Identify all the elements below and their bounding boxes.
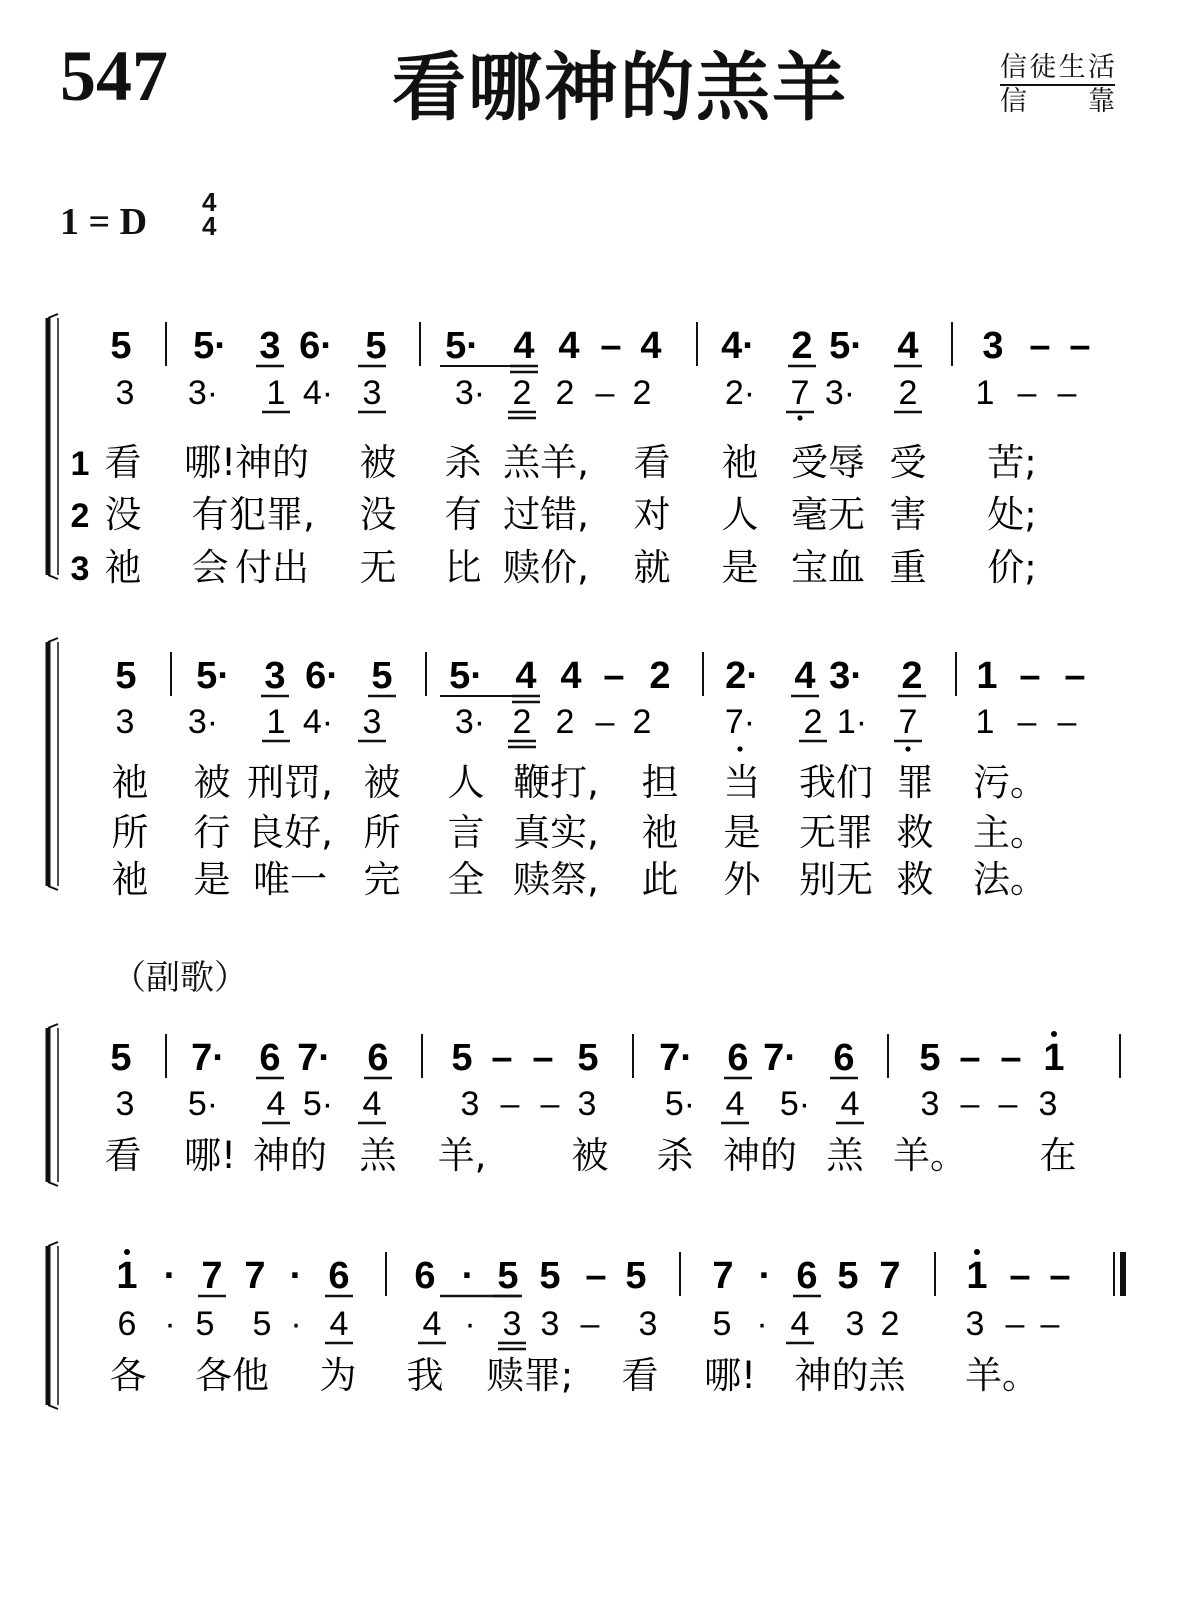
lyric-syllable: 对 (633, 493, 671, 536)
lyric-syllable: 羊, (437, 1134, 487, 1177)
category-secondary: 信靠 (1000, 86, 1115, 117)
melody-note: 6 (328, 1255, 350, 1297)
verse-number: 3 (70, 550, 90, 588)
lyric-syllable: 重 (889, 546, 927, 589)
melody-note: 4 (515, 655, 537, 697)
system-bracket-cap (48, 886, 58, 890)
lyric-syllable: 羔羊, (503, 441, 589, 484)
harmony-note: 2 (632, 703, 652, 741)
system-bracket-cap (48, 1405, 58, 1409)
lyric-syllable: 良好, (247, 811, 333, 854)
melody-note: 5· (196, 655, 230, 697)
harmony-note: 2 (555, 703, 575, 741)
melody-note: 5 (539, 1255, 561, 1297)
melody-note: 5 (497, 1255, 519, 1297)
melody-note: 5 (110, 325, 132, 367)
lyric-syllable: 犯罪, (229, 493, 315, 536)
melody-note: 5· (445, 325, 479, 367)
lyric-syllable: 言 (447, 811, 485, 854)
melody-note: 5 (371, 655, 393, 697)
melody-note: 5 (110, 1037, 132, 1079)
harmony-note: 3 (577, 1085, 597, 1123)
harmony-note: – (1017, 374, 1037, 412)
harmony-note: 4 (422, 1305, 442, 1343)
harmony-note: – (500, 1085, 520, 1123)
harmony-note: 4 (266, 1085, 286, 1123)
melody-note: 4 (560, 655, 582, 697)
harmony-note: 4 (362, 1085, 382, 1123)
lyric-syllable: 行 (193, 811, 231, 854)
system-bracket-cap (48, 575, 58, 579)
system-bracket-cap (48, 1182, 58, 1186)
lyric-syllable: 祂 (111, 858, 149, 901)
verse-number: 2 (70, 497, 90, 535)
lyric-syllable: 有 (444, 493, 482, 536)
lyric-syllable: 有 (191, 493, 229, 536)
lyric-syllable: 为 (319, 1354, 357, 1397)
harmony-note: 3 (362, 374, 382, 412)
harmony-note: 3 (540, 1305, 560, 1343)
melody-note: 7· (191, 1037, 225, 1079)
harmony-note: 3 (502, 1305, 522, 1343)
melody-note: – (600, 325, 622, 367)
lyric-syllable: 就 (633, 546, 671, 589)
lyric-syllable: 被 (571, 1134, 609, 1177)
lyric-syllable: 哪! (184, 1134, 236, 1177)
harmony-note: 7· (724, 703, 756, 741)
high-octave-dot (974, 1249, 980, 1255)
melody-note: 6· (305, 655, 339, 697)
lyric-syllable: 祂 (104, 546, 142, 589)
melody-note: – (1009, 1255, 1031, 1297)
melody-note: 5· (829, 325, 863, 367)
melody-note: 4 (794, 655, 816, 697)
harmony-note: 3· (187, 703, 219, 741)
melody-note: 6 (833, 1037, 855, 1079)
lyric-syllable: 真实, (513, 811, 599, 854)
low-octave-dot (797, 415, 802, 420)
melody-note: 3 (264, 655, 286, 697)
melody-note: – (959, 1037, 981, 1079)
melody-note: 5· (193, 325, 227, 367)
melody-note: – (603, 655, 625, 697)
harmony-note: 3 (115, 374, 135, 412)
lyric-syllable: 受辱 (791, 441, 865, 484)
harmony-note: 2 (803, 703, 823, 741)
harmony-note: 3 (115, 703, 135, 741)
melody-note: 5 (115, 655, 137, 697)
lyric-syllable: 全 (447, 858, 485, 901)
key-signature: 1 = D (60, 201, 148, 243)
harmony-note: · (290, 1305, 302, 1343)
melody-note: 1 (976, 655, 998, 697)
lyric-syllable: 处; (987, 493, 1037, 536)
melody-note: 2· (725, 655, 759, 697)
lyric-syllable: 各 (109, 1354, 147, 1397)
melody-note: – (1064, 655, 1086, 697)
harmony-note: 3 (965, 1305, 985, 1343)
low-octave-dot (905, 746, 910, 751)
system-bracket-cap (48, 638, 58, 642)
lyric-syllable: 所 (363, 811, 401, 854)
harmony-note: 2 (632, 374, 652, 412)
harmony-note: – (1005, 1305, 1025, 1343)
harmony-note: 5· (187, 1085, 219, 1123)
melody-note: 4 (558, 325, 580, 367)
harmony-note: 1 (975, 703, 995, 741)
melody-note: 5 (577, 1037, 599, 1079)
harmony-note: – (1057, 374, 1077, 412)
melody-note: 7· (297, 1037, 331, 1079)
lyric-syllable: 宝血 (791, 546, 865, 589)
lyric-syllable: 神的 (253, 1134, 327, 1177)
harmony-note: 1 (975, 374, 995, 412)
harmony-note: – (960, 1085, 980, 1123)
lyric-syllable: 杀 (444, 441, 482, 484)
melody-note: 3 (259, 325, 281, 367)
lyric-syllable: 看 (633, 441, 671, 484)
harmony-note: 3 (1038, 1085, 1058, 1123)
lyric-syllable: 受 (889, 441, 927, 484)
harmony-note: 3· (454, 703, 486, 741)
melody-note: 6 (796, 1255, 818, 1297)
lyric-syllable: 祂 (641, 811, 679, 854)
melody-note: 5 (919, 1037, 941, 1079)
lyric-syllable: 人 (447, 761, 485, 804)
lyric-syllable: 此 (641, 858, 679, 901)
harmony-note: 4 (840, 1085, 860, 1123)
lyric-syllable: 我们 (799, 761, 873, 804)
melody-note: 6 (414, 1255, 436, 1297)
lyric-syllable: 法。 (973, 858, 1047, 901)
harmony-note: – (1017, 703, 1037, 741)
lyric-syllable: 苦; (987, 441, 1037, 484)
melody-note: – (1029, 325, 1051, 367)
category-primary: 信徒生活 (1000, 52, 1115, 86)
system-bracket-cap (48, 1024, 58, 1028)
harmony-note: 1· (836, 703, 868, 741)
lyric-syllable: 羔 (826, 1134, 864, 1177)
melody-note: – (1000, 1037, 1022, 1079)
melody-note: – (1019, 655, 1041, 697)
harmony-note: 2· (724, 374, 756, 412)
melody-note: 4 (513, 325, 535, 367)
harmony-note: 5· (302, 1085, 334, 1123)
lyric-syllable: 所 (111, 811, 149, 854)
lyric-syllable: 害 (889, 493, 927, 536)
melody-note: 7 (879, 1255, 901, 1297)
melody-note: 4· (721, 325, 755, 367)
high-octave-dot (1051, 1031, 1057, 1037)
harmony-note: 4· (302, 703, 334, 741)
melody-note: 5 (837, 1255, 859, 1297)
lyric-syllable: 赎祭, (513, 858, 599, 901)
lyric-syllable: 哪! (704, 1354, 756, 1397)
harmony-note: 3 (845, 1305, 865, 1343)
harmony-note: 3· (824, 374, 856, 412)
harmony-note: 3 (638, 1305, 658, 1343)
lyric-syllable: 神的 (723, 1134, 797, 1177)
harmony-note: – (998, 1085, 1018, 1123)
harmony-note: 4· (302, 374, 334, 412)
lyric-syllable: 付出 (235, 546, 309, 589)
melody-note: 3· (829, 655, 863, 697)
lyric-syllable: 是 (721, 546, 759, 589)
melody-note: 7· (659, 1037, 693, 1079)
time-signature-top: 4 (202, 187, 217, 217)
lyric-syllable: 看 (621, 1354, 659, 1397)
lyric-syllable: 赎罪; (486, 1354, 574, 1397)
lyric-syllable: 当 (723, 761, 761, 804)
lyric-syllable: 价; (987, 546, 1037, 589)
lyric-syllable: 赎价, (503, 546, 589, 589)
harmony-note: – (580, 1305, 600, 1343)
low-octave-dot (737, 746, 742, 751)
melody-note: – (585, 1255, 607, 1297)
melody-note: 7 (201, 1255, 223, 1297)
melody-note: 4 (897, 325, 919, 367)
lyric-syllable: 哪! (184, 441, 236, 484)
lyric-syllable: 在 (1039, 1134, 1077, 1177)
melody-note: 6 (727, 1037, 749, 1079)
harmony-note: · (464, 1305, 476, 1343)
lyric-syllable: 过错, (503, 493, 589, 536)
lyric-syllable: 被 (359, 441, 397, 484)
harmony-note: · (164, 1305, 176, 1343)
harmony-note: 4 (329, 1305, 349, 1343)
lyric-syllable: 羊。 (893, 1134, 967, 1177)
harmony-note: – (540, 1085, 560, 1123)
harmony-note: 5· (779, 1085, 811, 1123)
lyric-syllable: 羊。 (965, 1354, 1039, 1397)
lyric-syllable: 各他 (195, 1354, 269, 1397)
melody-note: 7 (244, 1255, 266, 1297)
lyric-syllable: 刑罚, (247, 761, 333, 804)
lyric-syllable: 罪 (896, 761, 934, 804)
harmony-note: 4 (725, 1085, 745, 1123)
lyric-syllable: 羔 (359, 1134, 397, 1177)
melody-note: 7 (712, 1255, 734, 1297)
harmony-note: – (1040, 1305, 1060, 1343)
harmony-note: – (595, 703, 615, 741)
verse-number: 1 (70, 445, 90, 483)
lyric-syllable: 完 (363, 858, 401, 901)
harmony-note: 3 (920, 1085, 940, 1123)
melody-note: 1 (116, 1255, 138, 1297)
harmony-note: – (1057, 703, 1077, 741)
hymn-title: 看哪神的羔羊 (392, 45, 848, 131)
lyric-syllable: 别无 (799, 858, 873, 901)
melody-note: 2 (901, 655, 923, 697)
harmony-note: 1 (266, 703, 286, 741)
harmony-note: 7 (790, 374, 810, 412)
lyric-syllable: 我 (406, 1354, 444, 1397)
harmony-note: 1 (266, 374, 286, 412)
harmony-note: 2 (512, 374, 532, 412)
harmony-note: · (756, 1305, 768, 1343)
lyric-syllable: 毫无 (791, 493, 865, 536)
melody-note: 6 (367, 1037, 389, 1079)
lyric-syllable: 神的羔 (794, 1354, 906, 1397)
lyric-syllable: 鞭打, (513, 761, 599, 804)
lyric-syllable: 没 (104, 493, 142, 536)
lyric-syllable: 祂 (721, 441, 759, 484)
melody-note: · (289, 1255, 303, 1297)
harmony-note: 3 (460, 1085, 480, 1123)
melody-note: 6 (259, 1037, 281, 1079)
harmony-note: 5 (252, 1305, 272, 1343)
melody-note: 4 (640, 325, 662, 367)
lyric-syllable: 杀 (656, 1134, 694, 1177)
melody-note: 5 (365, 325, 387, 367)
lyric-syllable: 人 (721, 493, 759, 536)
lyric-syllable: 无 (359, 546, 397, 589)
time-signature-bottom: 4 (202, 211, 217, 241)
melody-note: 5 (451, 1037, 473, 1079)
melody-note: 7· (763, 1037, 797, 1079)
lyric-syllable: 救 (896, 811, 934, 854)
melody-note: · (461, 1255, 475, 1297)
melody-note: – (532, 1037, 554, 1079)
melody-note: 3 (982, 325, 1004, 367)
harmony-note: 6 (117, 1305, 137, 1343)
harmony-note: 2 (898, 374, 918, 412)
lyric-syllable: 比 (444, 546, 482, 589)
harmony-note: 3 (362, 703, 382, 741)
melody-note: · (163, 1255, 177, 1297)
harmony-note: 5 (195, 1305, 215, 1343)
melody-note: 5· (449, 655, 483, 697)
harmony-note: 3 (115, 1085, 135, 1123)
melody-note: 1 (966, 1255, 988, 1297)
lyric-syllable: 祂 (111, 761, 149, 804)
lyric-syllable: 被 (193, 761, 231, 804)
hymn-number: 547 (60, 36, 168, 116)
harmony-note: 3· (454, 374, 486, 412)
melody-note: 5 (625, 1255, 647, 1297)
lyric-syllable: 救 (896, 858, 934, 901)
lyric-syllable: 主。 (973, 811, 1047, 854)
lyric-syllable: 是 (723, 811, 761, 854)
harmony-note: 7 (898, 703, 918, 741)
melody-note: – (491, 1037, 513, 1079)
lyric-syllable: 没 (359, 493, 397, 536)
melody-note: 2 (649, 655, 671, 697)
lyric-syllable: 唯一 (253, 858, 327, 901)
refrain-label: （副歌） (112, 958, 248, 998)
lyric-syllable: 担 (641, 761, 679, 804)
harmony-note: 5· (664, 1085, 696, 1123)
lyric-syllable: 会 (191, 546, 229, 589)
system-bracket-cap (48, 314, 58, 318)
lyric-syllable: 被 (363, 761, 401, 804)
harmony-note: 2 (555, 374, 575, 412)
melody-note: 1 (1043, 1037, 1065, 1079)
harmony-note: – (595, 374, 615, 412)
lyric-syllable: 无罪 (799, 811, 873, 854)
high-octave-dot (124, 1249, 130, 1255)
melody-note: 6· (299, 325, 333, 367)
system-bracket-cap (48, 1242, 58, 1246)
melody-note: 2 (791, 325, 813, 367)
lyric-syllable: 看 (104, 1134, 142, 1177)
lyric-syllable: 污。 (973, 761, 1047, 804)
lyric-syllable: 是 (193, 858, 231, 901)
harmony-note: 5 (712, 1305, 732, 1343)
lyric-syllable: 看 (104, 441, 142, 484)
harmony-note: 4 (790, 1305, 810, 1343)
lyric-syllable: 外 (723, 858, 761, 901)
melody-note: – (1049, 1255, 1071, 1297)
harmony-note: 2 (512, 703, 532, 741)
harmony-note: 2 (880, 1305, 900, 1343)
melody-note: · (758, 1255, 772, 1297)
lyric-syllable: 神的 (235, 441, 309, 484)
melody-note: – (1069, 325, 1091, 367)
harmony-note: 3· (187, 374, 219, 412)
